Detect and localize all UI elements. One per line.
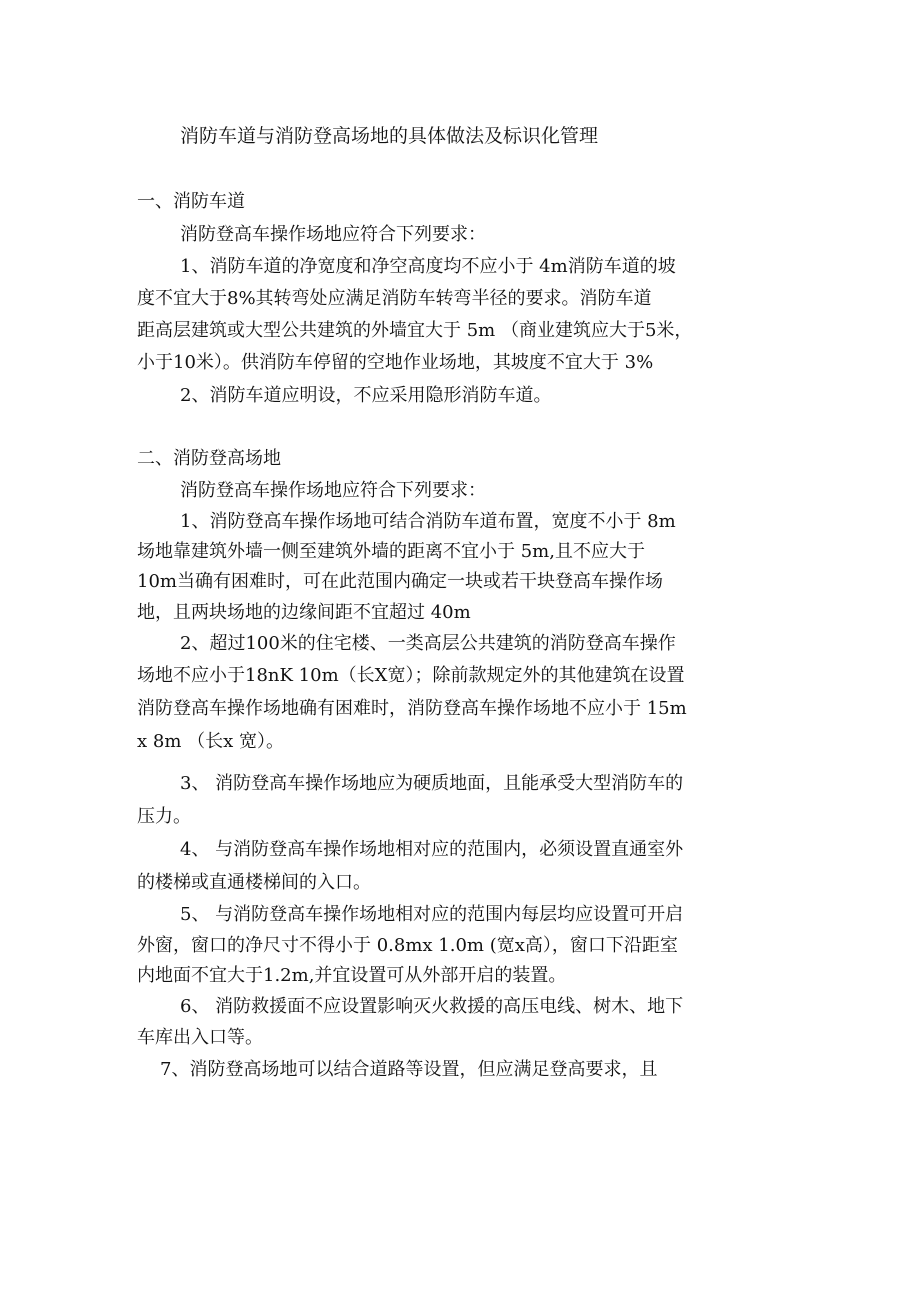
section2-item6-line1: 6、 消防救援面不应设置影响灭火救援的高压电线、树木、地下 xyxy=(180,996,684,1017)
section2-item2-line1: 2、超过100米的住宅楼、一类高层公共建筑的消防登高车操作 xyxy=(180,633,676,654)
section2-item6-line2: 车库出入口等。 xyxy=(137,1027,263,1048)
section2-item7: 7、消防登高场地可以结合道路等设置，但应满足登高要求，且 xyxy=(160,1059,658,1080)
section2-item5-line3: 内地面不宜大于1.2m,并宜设置可从外部开启的装置。 xyxy=(137,965,567,986)
section2-item4-line2: 的楼梯或直通楼梯间的入口。 xyxy=(137,872,371,893)
section1-heading: 一、消防车道 xyxy=(137,191,245,212)
document-title: 消防车道与消防登高场地的具体做法及标识化管理 xyxy=(180,125,599,147)
section2-item1-line3: 10m当确有困难时，可在此范围内确定一块或若干块登高车操作场 xyxy=(137,571,663,592)
section2-item4-line1: 4、 与消防登高车操作场地相对应的范围内，必须设置直通室外 xyxy=(180,839,684,860)
section2-item2-line2: 场地不应小于18nK 10m（长X宽）；除前款规定外的其他建筑在设置 xyxy=(137,665,685,686)
section2-item2-line3: 消防登高车操作场地确有困难时，消防登高车操作场地不应小于 15m xyxy=(137,698,687,719)
section1-item1-line2: 度不宜大于8%其转弯处应满足消防车转弯半径的要求。消防车道 xyxy=(137,288,652,309)
section2-intro: 消防登高车操作场地应符合下列要求： xyxy=(180,480,486,501)
section2-item1-line1: 1、消防登高车操作场地可结合消防车道布置，宽度不小于 8m xyxy=(180,511,676,532)
section1-item2: 2、消防车道应明设，不应采用隐形消防车道。 xyxy=(180,385,552,406)
section1-item1-line4: 小于10米）。供消防车停留的空地作业场地，其坡度不宜大于 3% xyxy=(137,352,654,373)
section1-item1-line3: 距高层建筑或大型公共建筑的外墙宜大于 5m （商业建筑应大于5米， xyxy=(137,320,693,341)
section1-intro: 消防登高车操作场地应符合下列要求： xyxy=(180,224,486,245)
section1-item1-line1: 1、消防车道的净宽度和净空高度均不应小于 4m消防车道的坡 xyxy=(180,256,676,277)
section2-item2-line4: x 8m （长x 宽）。 xyxy=(137,731,284,752)
section2-item5-line2: 外窗，窗口的净尺寸不得小于 0.8mx 1.0m (宽x高），窗口下沿距室 xyxy=(137,935,678,956)
section2-item1-line2: 场地靠建筑外墙一侧至建筑外墙的距离不宜小于 5m,且不应大于 xyxy=(137,541,645,562)
section2-item3-line1: 3、 消防登高车操作场地应为硬质地面，且能承受大型消防车的 xyxy=(180,773,684,794)
section2-item3-line2: 压力。 xyxy=(137,806,191,827)
section2-item5-line1: 5、 与消防登高车操作场地相对应的范围内每层均应设置可开启 xyxy=(180,904,684,925)
section2-item1-line4: 地，且两块场地的边缘间距不宜超过 40m xyxy=(137,602,471,623)
section2-heading: 二、消防登高场地 xyxy=(137,448,281,469)
